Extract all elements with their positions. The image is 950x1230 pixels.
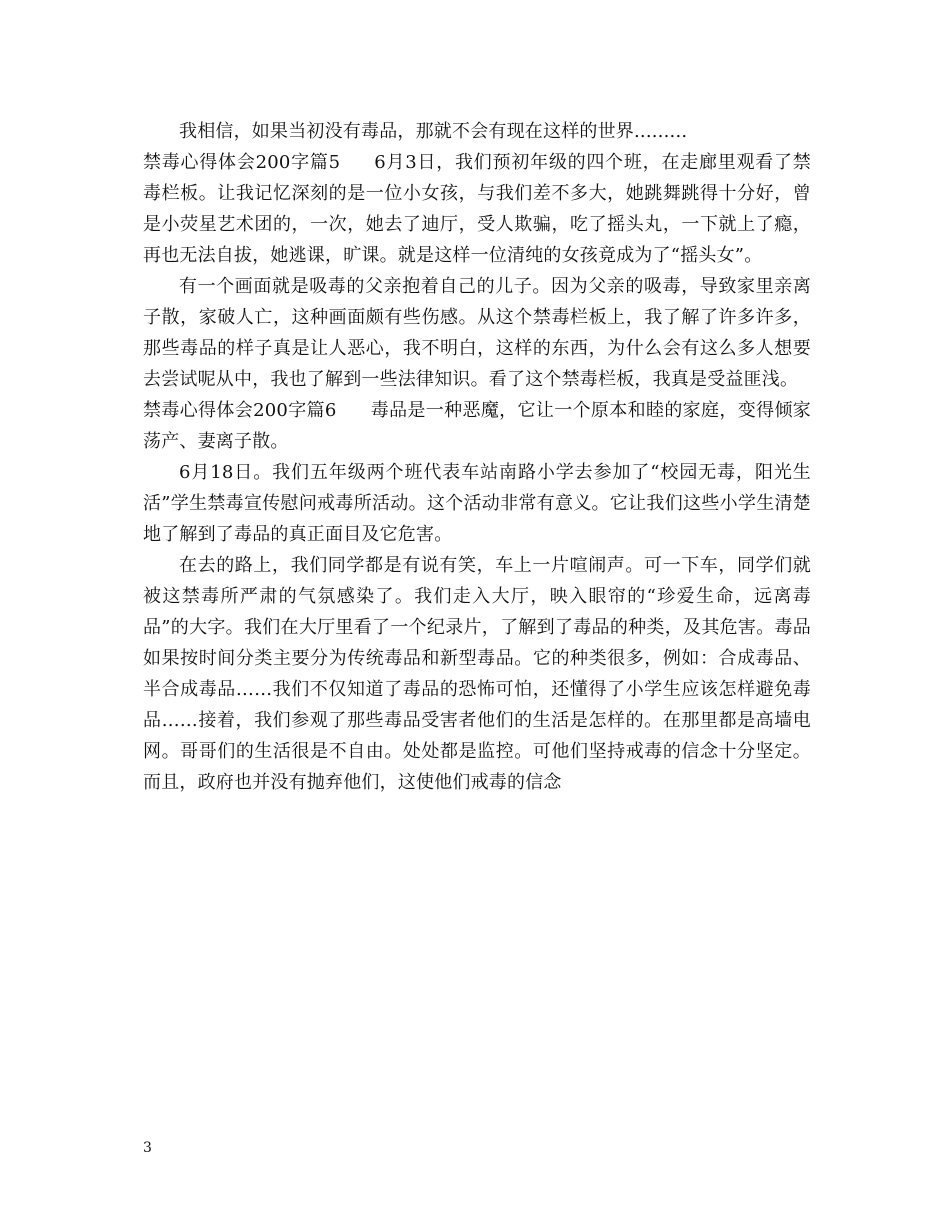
document-body [143,116,811,798]
section-heading-6: 禁毒心得体会200字篇6 [143,400,337,421]
page-number: 3 [143,1140,152,1156]
paragraph-6: 在去的路上，我们同学都是有说有笑，车上一片喧闹声。可一下车，同学们就被这禁毒所严肃的气氛感染了。我们走入大厅，映入眼帘的“珍爱生命，远离毒品”的大字。我们在大厅里看了一个纪录片，了解到了毒品的种类，及其危害。毒品如果按时间分类主要分为传统毒品和新型毒品。它的种类很多，例如：合成毒品、半合成毒品……我们不仅知道了毒品的恐怖可怕，还懂得了小学生应该怎样避免毒品……接着，我们参观了那些毒品受害者他们的生活是怎样的。在那里都是高墙电网。哥哥们的生活很是不自由。处处都是监控。可他们坚持戒毒的信念十分坚定。而且，政府也并没有抛弃他们，这使他们戒毒的信念 [143,555,811,793]
section-text-5: 6月3日，我们预初年级的四个班，在走廊里观看了禁毒栏板。让我记忆深刻的是一位小女孩，与我们差不多大，她跳舞跳得十分好，曾是小荧星艺术团的，一次，她去了迪厅，受人欺骗，吃了摇头丸，一下就上了瘾，再也无法自拔，她逃课，旷课。就是这样一位清纯的女孩竟成为了“摇头女”。 [143,152,811,266]
paragraph-3: 有一个画面就是吸毒的父亲抱着自己的儿子。因为父亲的吸毒，导致家里亲离子散，家破人亡，这种画面颇有些伤感。从这个禁毒栏板上，我了解了许多许多，那些毒品的样子真是让人恶心，我不明白，这样的东西，为什么会有这么多人想要去尝试呢从中，我也了解到一些法律知识。看了这个禁毒栏板，我真是受益匪浅。 [143,276,811,390]
section-text-6: 毒品是一种恶魔，它让一个原本和睦的家庭，变得倾家荡产、妻离子散。 [143,400,811,452]
paragraph-1: 我相信，如果当初没有毒品，那就不会有现在这样的世界......... [179,121,688,142]
section-6 [143,395,811,457]
section-heading-5: 禁毒心得体会200字篇5 [143,152,341,173]
paragraph-5: 6月18日。我们五年级两个班代表车站南路小学去参加了“校园无毒，阳光生活”学生禁毒宣传慰问戒毒所活动。这个活动非常有意义。它让我们这些小学生清楚地了解到了毒品的真正面目及它危害。 [143,462,811,545]
section-5 [143,147,811,271]
